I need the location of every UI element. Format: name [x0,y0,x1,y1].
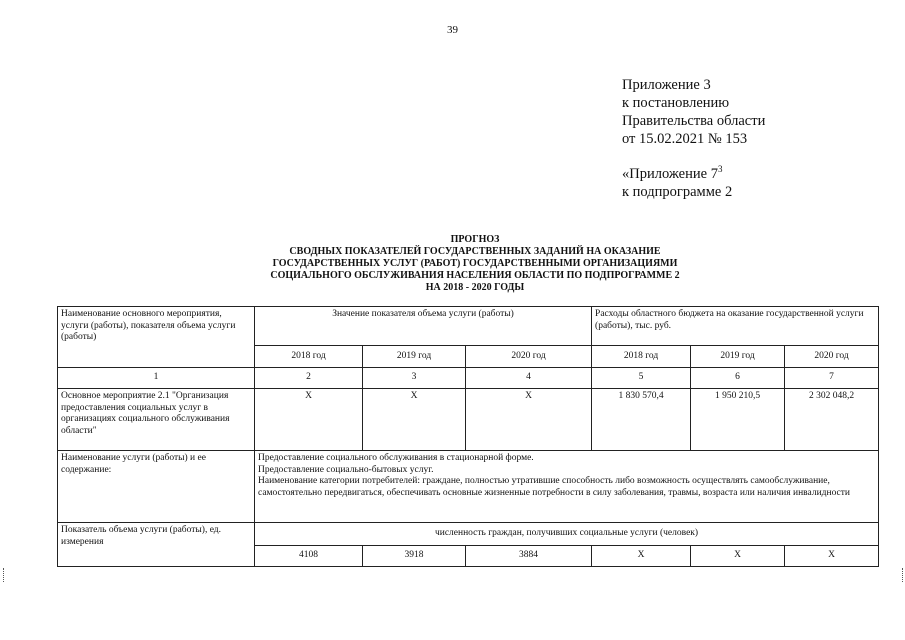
subprogram-appendix-line: к подпрограмме 2 [622,184,733,200]
appendix-superscript: 3 [717,164,723,174]
appendix-line: от 15.02.2021 № 153 [622,131,748,147]
expense-cell: Х [592,546,691,567]
service-description-line: Наименование категории потребителей: граждане, полностью утратившие способность либо возможность осуществлять самообслуживание, самостоятельно передвигаться, обеспечивать основные жизненные потребности в силу заболевания, травмы, возраста или наличия инвалидности [258,476,851,498]
year-cell: 2020 год [466,346,592,368]
header-name-cell: Наименование основного мероприятия, услуги (работы), показателя объема услуги (работы) [58,307,255,368]
appendix-block [622,76,765,148]
scan-edge-mark [3,568,8,582]
main-event-name: Основное мероприятие 2.1 "Организация предоставления социальных услуг в организациях социального обслуживания области" [58,389,255,451]
value-cell: 3884 [466,546,592,567]
heading-line: ГОСУДАРСТВЕННЫХ УСЛУГ (РАБОТ) ГОСУДАРСТВЕННЫМИ ОРГАНИЗАЦИЯМИ [272,258,678,269]
indicator-label: Показатель объема услуги (работы), ед. измерения [58,523,255,567]
column-number-cell: 2 [255,368,363,389]
appendix-line: Приложение 3 [622,77,711,93]
year-cell: 2019 год [691,346,785,368]
heading-title: ПРОГНОЗ [450,234,500,245]
column-number-cell: 5 [592,368,691,389]
table-header-row [58,307,879,346]
column-number-cell: 6 [691,368,785,389]
column-number-cell: 3 [363,368,466,389]
column-number-cell: 4 [466,368,592,389]
scan-edge-mark [898,568,903,582]
service-description [255,451,879,523]
value-cell: Х [466,389,592,451]
expense-cell: 2 302 048,2 [785,389,879,451]
expense-cell: 1 950 210,5 [691,389,785,451]
expense-cell: Х [785,546,879,567]
main-event-row [58,389,879,451]
year-cell: 2019 год [363,346,466,368]
indicator-unit: численность граждан, получивших социальные услуги (человек) [255,523,879,546]
table-numbering-row [58,368,879,389]
service-description-line: Предоставление социального обслуживания в стационарной форме. [258,453,534,463]
service-row [58,451,879,523]
header-expense-cell: Расходы областного бюджета на оказание государственной услуги (работы), тыс. руб. [592,307,879,346]
value-cell: Х [363,389,466,451]
year-cell: 2018 год [255,346,363,368]
heading-line: СВОДНЫХ ПОКАЗАТЕЛЕЙ ГОСУДАРСТВЕННЫХ ЗАДАНИЙ НА ОКАЗАНИЕ [289,246,661,257]
subprogram-appendix-line [622,165,732,183]
column-number-cell: 7 [785,368,879,389]
expense-cell: Х [691,546,785,567]
service-description-line: Предоставление социально-бытовых услуг. [258,464,434,475]
subprogram-appendix-block [622,165,732,201]
value-cell: 3918 [363,546,466,567]
appendix-line: к постановлению [622,95,730,111]
document-heading [220,234,730,294]
year-cell: 2020 год [785,346,879,368]
indicator-row [58,523,879,546]
expense-cell: 1 830 570,4 [592,389,691,451]
forecast-table [57,306,879,567]
service-label: Наименование услуги (работы) и ее содержание: [58,451,255,523]
appendix-number: «Приложение 7 [622,166,718,182]
column-number-cell: 1 [58,368,255,389]
page-number: 39 [447,24,458,36]
value-cell: Х [255,389,363,451]
header-value-cell: Значение показателя объема услуги (работы) [255,307,592,346]
appendix-line: Правительства области [622,113,766,129]
value-cell: 4108 [255,546,363,567]
heading-line: СОЦИАЛЬНОГО ОБСЛУЖИВАНИЯ НАСЕЛЕНИЯ ОБЛАСТИ ПО ПОДПРОГРАММЕ 2 [270,270,680,281]
year-cell: 2018 год [592,346,691,368]
heading-line: НА 2018 - 2020 ГОДЫ [425,282,525,293]
